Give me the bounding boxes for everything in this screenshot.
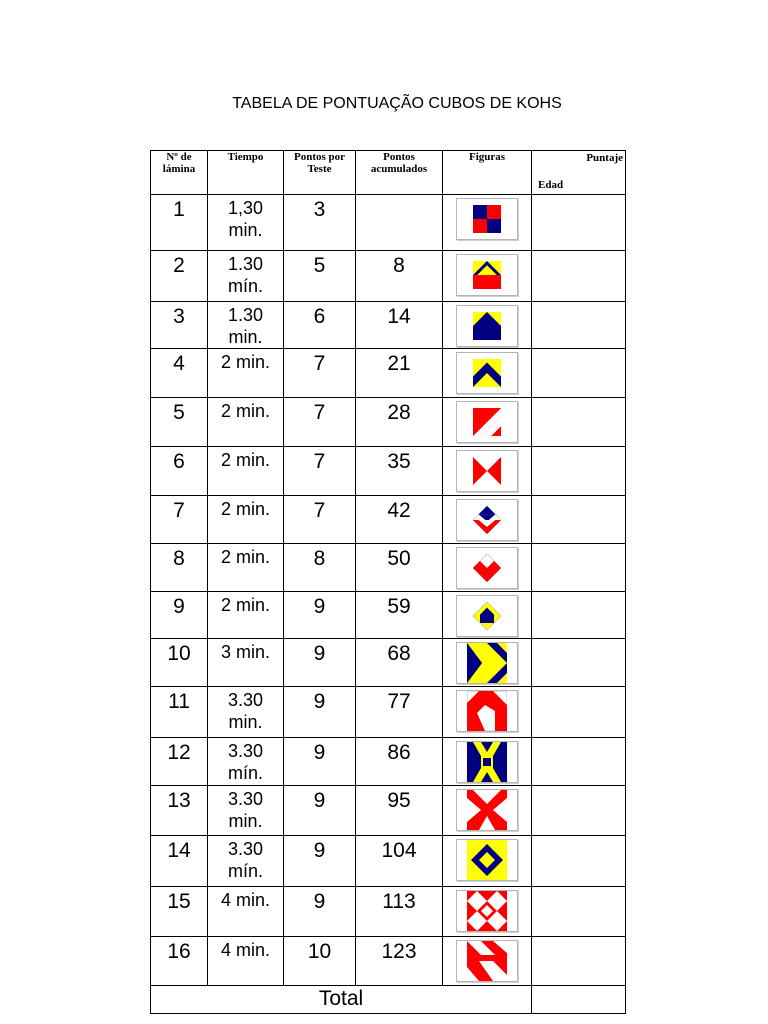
table-row	[151, 786, 626, 836]
lamina-number: 16	[151, 937, 208, 986]
puntaje-cell	[532, 447, 626, 496]
header-tiempo: Tiempo	[208, 151, 284, 195]
figure-10-icon	[467, 643, 507, 683]
tiempo-value: 2 min.	[220, 352, 271, 372]
puntaje-cell	[532, 302, 626, 349]
tiempo-value: 3.30	[227, 690, 264, 710]
tiempo-value: 1.30	[227, 254, 264, 274]
tiempo-cell	[208, 639, 284, 687]
figure-frame	[456, 741, 518, 783]
tiempo-cell	[208, 251, 284, 302]
figure-frame	[456, 305, 518, 347]
tiempo-value: 4 min.	[220, 940, 271, 960]
lamina-number: 6	[151, 447, 208, 496]
acumulados-cell: 35	[356, 447, 443, 496]
figure-11-icon	[467, 691, 507, 731]
puntaje-cell	[532, 937, 626, 986]
figura-cell	[443, 398, 532, 447]
tiempo-unit: mín.	[227, 861, 263, 881]
tiempo-value: 2 min.	[220, 547, 271, 567]
figura-cell	[443, 786, 532, 836]
acumulados-cell: 14	[356, 302, 443, 349]
figura-cell	[443, 836, 532, 887]
figura-cell	[443, 592, 532, 639]
acumulados-cell: 123	[356, 937, 443, 986]
figure-13-icon	[467, 790, 507, 830]
figure-frame	[456, 198, 518, 240]
pontos-cell: 8	[284, 544, 356, 592]
page-title: TABELA DE PONTUAÇÃO CUBOS DE KOHS	[232, 95, 562, 112]
lamina-number: 5	[151, 398, 208, 447]
acumulados-cell: 28	[356, 398, 443, 447]
tiempo-value: 2 min.	[220, 401, 271, 421]
tiempo-value: 3.30	[227, 741, 264, 761]
tiempo-unit: min.	[228, 220, 263, 240]
tiempo-unit: min.	[228, 811, 263, 831]
figura-cell	[443, 195, 532, 251]
tiempo-cell	[208, 195, 284, 251]
acumulados-cell: 21	[356, 349, 443, 398]
acumulados-cell: 113	[356, 887, 443, 937]
figure-frame	[456, 401, 518, 443]
figure-7-icon	[473, 506, 501, 534]
tiempo-unit: min.	[228, 712, 263, 732]
figure-frame	[456, 352, 518, 394]
lamina-number: 11	[151, 687, 208, 738]
tiempo-value: 1.30	[227, 305, 264, 325]
figure-frame	[456, 254, 518, 296]
lamina-number: 4	[151, 349, 208, 398]
lamina-number: 10	[151, 639, 208, 687]
pontos-cell: 5	[284, 251, 356, 302]
pontos-cell: 9	[284, 887, 356, 937]
lamina-number: 12	[151, 738, 208, 786]
tiempo-cell	[208, 544, 284, 592]
figure-frame	[456, 890, 518, 932]
pontos-cell: 7	[284, 496, 356, 544]
pontos-cell: 9	[284, 786, 356, 836]
tiempo-value: 4 min.	[220, 890, 271, 910]
tiempo-unit: mín.	[227, 763, 263, 783]
pontos-cell: 9	[284, 639, 356, 687]
total-label: Total	[151, 986, 532, 1014]
puntaje-cell	[532, 195, 626, 251]
table-row	[151, 836, 626, 887]
figure-12-icon	[467, 742, 507, 782]
puntaje-cell	[532, 836, 626, 887]
lamina-number: 14	[151, 836, 208, 887]
pontos-cell: 6	[284, 302, 356, 349]
figure-frame	[456, 642, 518, 684]
tiempo-cell	[208, 496, 284, 544]
figure-1-icon	[473, 205, 501, 233]
figure-frame	[456, 499, 518, 541]
pontos-cell: 9	[284, 592, 356, 639]
figure-frame	[456, 839, 518, 881]
figure-frame	[456, 547, 518, 589]
figure-frame	[456, 789, 518, 831]
acumulados-cell: 8	[356, 251, 443, 302]
pontos-cell: 9	[284, 836, 356, 887]
tiempo-value: 3.30	[227, 839, 264, 859]
figura-cell	[443, 738, 532, 786]
figure-frame	[456, 940, 518, 982]
figura-cell	[443, 349, 532, 398]
figura-cell	[443, 544, 532, 592]
figure-frame	[456, 450, 518, 492]
table-row	[151, 639, 626, 687]
tiempo-cell	[208, 738, 284, 786]
tiempo-value: 3 min.	[220, 642, 271, 662]
header-puntaje-edad	[532, 151, 626, 195]
header-figuras: Figuras	[443, 151, 532, 195]
acumulados-cell: 77	[356, 687, 443, 738]
figure-5-icon	[473, 408, 501, 436]
acumulados-cell: 59	[356, 592, 443, 639]
figura-cell	[443, 687, 532, 738]
table-row	[151, 447, 626, 496]
tiempo-cell	[208, 887, 284, 937]
pontos-cell: 7	[284, 398, 356, 447]
tiempo-cell	[208, 447, 284, 496]
puntaje-cell	[532, 398, 626, 447]
figura-cell	[443, 496, 532, 544]
tiempo-unit: min.	[228, 327, 263, 347]
lamina-number: 9	[151, 592, 208, 639]
table-row	[151, 398, 626, 447]
tiempo-value: 2 min.	[220, 499, 271, 519]
figura-cell	[443, 639, 532, 687]
figure-9-icon	[473, 602, 501, 630]
figure-4-icon	[473, 359, 501, 387]
figure-frame	[456, 595, 518, 637]
total-value-cell	[532, 986, 626, 1014]
puntaje-cell	[532, 251, 626, 302]
lamina-number: 1	[151, 195, 208, 251]
total-row	[151, 986, 626, 1014]
tiempo-cell	[208, 687, 284, 738]
pontos-cell: 9	[284, 687, 356, 738]
table-row	[151, 251, 626, 302]
header-puntaje: Puntaje	[586, 152, 623, 164]
tiempo-value: 2 min.	[220, 450, 271, 470]
puntaje-cell	[532, 349, 626, 398]
acumulados-cell: 50	[356, 544, 443, 592]
pontos-cell: 7	[284, 349, 356, 398]
header-acumulados: Pontos acumulados	[356, 151, 443, 195]
figura-cell	[443, 937, 532, 986]
acumulados-cell: 86	[356, 738, 443, 786]
lamina-number: 2	[151, 251, 208, 302]
figure-2-icon	[473, 261, 501, 289]
acumulados-cell: 68	[356, 639, 443, 687]
acumulados-cell: 42	[356, 496, 443, 544]
table-row	[151, 544, 626, 592]
header-row	[151, 151, 626, 195]
puntaje-cell	[532, 738, 626, 786]
tiempo-cell	[208, 349, 284, 398]
puntaje-cell	[532, 786, 626, 836]
table-row	[151, 937, 626, 986]
lamina-number: 3	[151, 302, 208, 349]
tiempo-cell	[208, 836, 284, 887]
table-row	[151, 195, 626, 251]
puntaje-cell	[532, 887, 626, 937]
pontos-cell: 10	[284, 937, 356, 986]
table-row	[151, 738, 626, 786]
tiempo-cell	[208, 937, 284, 986]
figure-15-icon	[467, 891, 507, 931]
figure-frame	[456, 690, 518, 732]
table-row	[151, 349, 626, 398]
figure-8-icon	[473, 554, 501, 582]
pontos-cell: 3	[284, 195, 356, 251]
lamina-number: 15	[151, 887, 208, 937]
kohs-score-table	[150, 150, 626, 1014]
table-row	[151, 687, 626, 738]
tiempo-cell	[208, 592, 284, 639]
tiempo-unit: mín.	[227, 276, 263, 296]
puntaje-cell	[532, 544, 626, 592]
table-row	[151, 302, 626, 349]
header-edad: Edad	[538, 179, 564, 191]
table-row	[151, 592, 626, 639]
lamina-number: 13	[151, 786, 208, 836]
tiempo-value: 1,30	[227, 198, 264, 218]
pontos-cell: 9	[284, 738, 356, 786]
figure-16-icon	[467, 941, 507, 981]
figura-cell	[443, 887, 532, 937]
puntaje-cell	[532, 639, 626, 687]
figure-6-icon	[473, 457, 501, 485]
puntaje-cell	[532, 496, 626, 544]
acumulados-cell: 95	[356, 786, 443, 836]
figure-14-icon	[467, 840, 507, 880]
puntaje-cell	[532, 592, 626, 639]
table-row	[151, 496, 626, 544]
figura-cell	[443, 251, 532, 302]
acumulados-cell: 104	[356, 836, 443, 887]
header-lamina: Nº de lámina	[151, 151, 208, 195]
table-row	[151, 887, 626, 937]
acumulados-cell	[356, 195, 443, 251]
tiempo-value: 3.30	[227, 789, 264, 809]
tiempo-value: 2 min.	[220, 595, 271, 615]
header-pontos: Pontos por Teste	[284, 151, 356, 195]
tiempo-cell	[208, 786, 284, 836]
lamina-number: 7	[151, 496, 208, 544]
puntaje-cell	[532, 687, 626, 738]
pontos-cell: 7	[284, 447, 356, 496]
figure-3-icon	[473, 312, 501, 340]
lamina-number: 8	[151, 544, 208, 592]
figura-cell	[443, 447, 532, 496]
tiempo-cell	[208, 398, 284, 447]
figura-cell	[443, 302, 532, 349]
tiempo-cell	[208, 302, 284, 349]
